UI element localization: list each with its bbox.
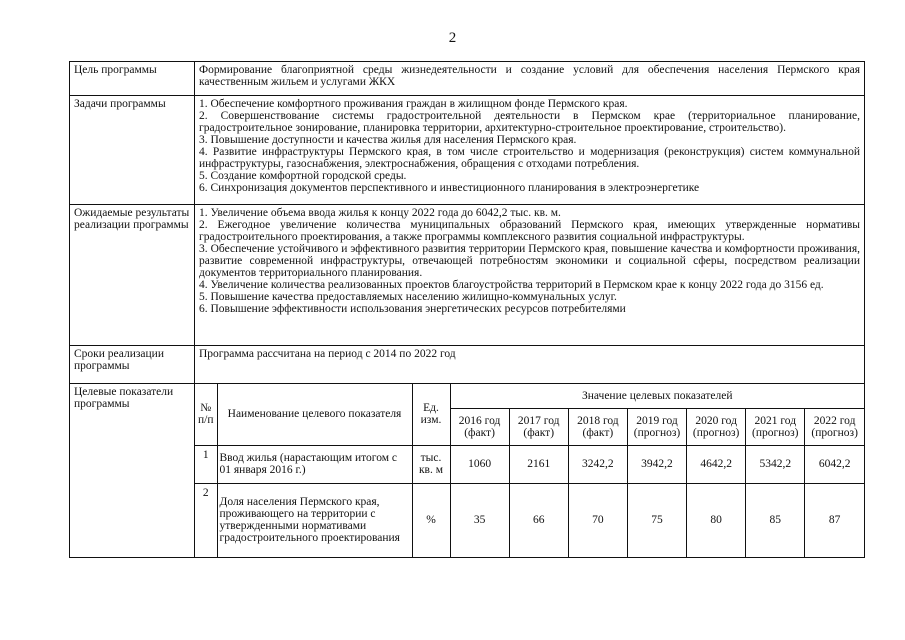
goal-text-cell [195,62,865,96]
period-text: Программа рассчитана на период с 2014 по 2022 год [195,346,865,384]
values-header: Значение целевых показателей [450,384,864,408]
indicators-header-row [195,384,864,408]
results-list [195,205,865,346]
indicator-value: 3942,2 [627,445,686,483]
indicator-value: 4642,2 [687,445,746,483]
year-header: 2022 год (прогноз) [805,408,864,445]
indicators-label: Целевые показатели программы [70,384,195,558]
results-row [70,205,865,346]
indicator-value: 70 [568,483,627,557]
program-passport-table [69,61,865,558]
col-header-num: № п/п [195,384,217,445]
task-item: 5. Создание комфортной городской среды. [199,170,407,182]
indicators-table [195,384,864,557]
goal-text: Формирование благоприятной среды жизнедеятельности и создание условий для обеспечения населения Пермского края качественным жильем и услугами ЖКХ [199,64,860,88]
result-item: 1. Увеличение объема ввода жилья к концу 2022 года до 6042,2 тыс. кв. м. [199,207,561,219]
indicator-name: Ввод жилья (нарастающим итогом с 01 января 2016 г.) [217,445,412,483]
indicator-row-1 [195,445,864,483]
indicator-value: 3242,2 [568,445,627,483]
indicator-value: 6042,2 [805,445,864,483]
result-item: 3. Обеспечение устойчивого и эффективного развития территории Пермского края, повышение качества и комфортности проживания, развитие современной инфраструктуры, отвечающей потребностям экономики и социальной сферы, посредством реализации документов территориального планирования. [199,243,860,279]
indicator-row-2 [195,483,864,557]
tasks-label: Задачи программы [70,96,195,205]
period-label: Сроки реализации программы [70,346,195,384]
result-item: 5. Повышение качества предоставляемых населению жилищно-коммунальных услуг. [199,291,617,303]
year-header: 2016 год (факт) [450,408,509,445]
task-item: 3. Повышение доступности и качества жилья для населения Пермского края. [199,134,577,146]
indicators-cell [195,384,865,558]
indicator-value: 85 [746,483,805,557]
results-label: Ожидаемые результаты реализации программы [70,205,195,346]
task-item: 2. Совершенствование системы градостроительной деятельности в Пермском крае (территориальное планирование, градостроительное зонирование, планировка территории, архитектурно-строительное проектирование, строительство). [199,110,860,134]
indicator-num: 2 [195,483,217,557]
year-header: 2021 год (прогноз) [746,408,805,445]
indicators-row [70,384,865,558]
result-item: 2. Ежегодное увеличение количества муниципальных образований Пермского края, имеющих утвержденные нормативы градостроительного проектирования, а также программы комплексного развития социальной инфраструктуры. [199,219,860,243]
task-item: 1. Обеспечение комфортного проживания граждан в жилищном фонде Пермского края. [199,98,628,110]
period-row [70,346,865,384]
indicator-unit: тыс. кв. м [412,445,450,483]
task-item: 4. Развитие инфраструктуры Пермского края, в том числе строительство и модернизация (реконструкция) систем коммунальной инфраструктуры, газоснабжения, электроснабжения, обращения с отходами потребления. [199,146,860,170]
col-header-name: Наименование целевого показателя [217,384,412,445]
year-header: 2018 год (факт) [568,408,627,445]
indicator-value: 75 [627,483,686,557]
indicator-value: 2161 [509,445,568,483]
page-number: 2 [448,30,457,46]
result-item: 4. Увеличение количества реализованных проектов благоустройства территорий в Пермском крае к концу 2022 года до 3156 ед. [199,279,824,291]
task-item: 6. Синхронизация документов перспективного и инвестиционного планирования в электроэнергетике [199,182,700,194]
indicator-value: 5342,2 [746,445,805,483]
indicator-value: 35 [450,483,509,557]
year-header: 2017 год (факт) [509,408,568,445]
tasks-list [195,96,865,205]
indicator-value: 66 [509,483,568,557]
indicator-value: 80 [687,483,746,557]
indicator-value: 1060 [450,445,509,483]
indicator-value: 87 [805,483,864,557]
indicator-name: Доля населения Пермского края, проживающего на территории с утвержденными нормативами градостроительного проектирования [217,483,412,557]
goal-label: Цель программы [70,62,195,96]
indicator-num: 1 [195,445,217,483]
result-item: 6. Повышение эффективности использования энергетических ресурсов потребителями [199,303,626,315]
tasks-row [70,96,865,205]
year-header: 2019 год (прогноз) [627,408,686,445]
goal-row [70,62,865,96]
col-header-unit: Ед. изм. [412,384,450,445]
year-header: 2020 год (прогноз) [687,408,746,445]
indicator-unit: % [412,483,450,557]
